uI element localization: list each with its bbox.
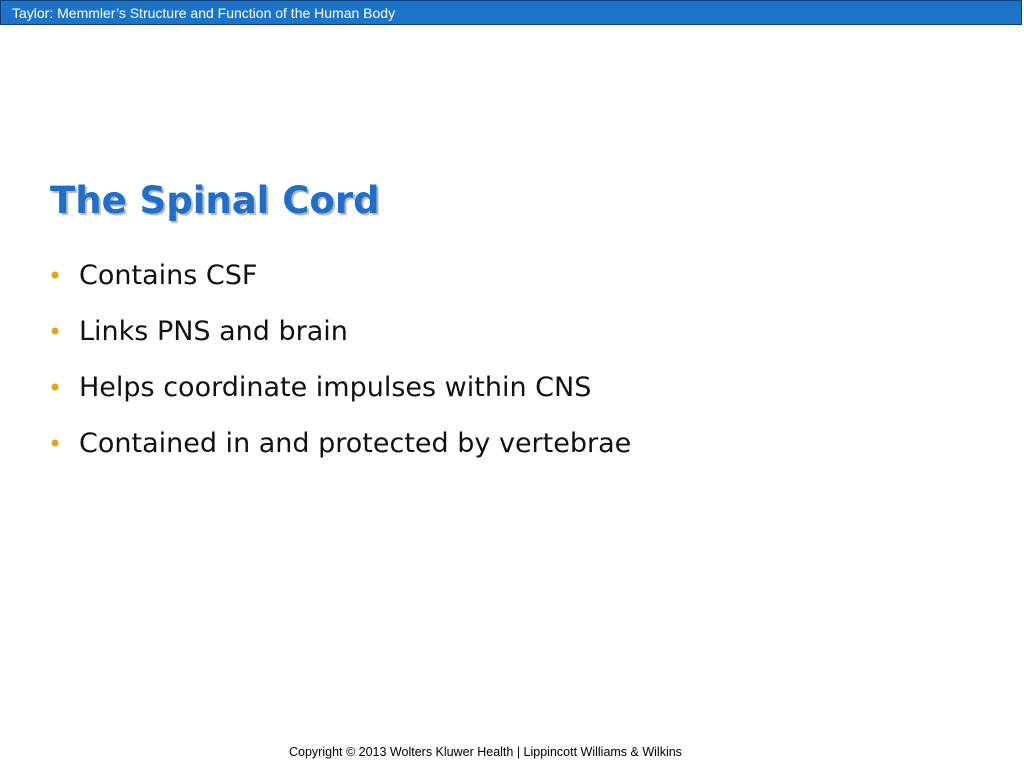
bullet-text: Contained in and protected by vertebrae xyxy=(79,428,632,459)
bullet-icon: • xyxy=(48,318,63,346)
list-item xyxy=(48,254,631,310)
bullet-list xyxy=(48,254,631,478)
bullet-icon: • xyxy=(48,374,63,402)
bullet-icon: • xyxy=(48,430,63,458)
bullet-text: Contains CSF xyxy=(79,260,258,291)
list-item xyxy=(48,310,631,366)
header-text: Taylor: Memmler’s Structure and Function of the Human Body xyxy=(12,5,396,21)
copyright-footer: Copyright © 2013 Wolters Kluwer Health | Lippincott Williams & Wilkins xyxy=(289,745,682,759)
header-bar xyxy=(0,0,1022,25)
list-item xyxy=(48,422,631,478)
bullet-text: Helps coordinate impulses within CNS xyxy=(79,372,592,403)
bullet-icon: • xyxy=(48,262,63,290)
list-item xyxy=(48,366,631,422)
bullet-text: Links PNS and brain xyxy=(79,316,348,347)
slide-title: The Spinal Cord xyxy=(50,179,380,222)
